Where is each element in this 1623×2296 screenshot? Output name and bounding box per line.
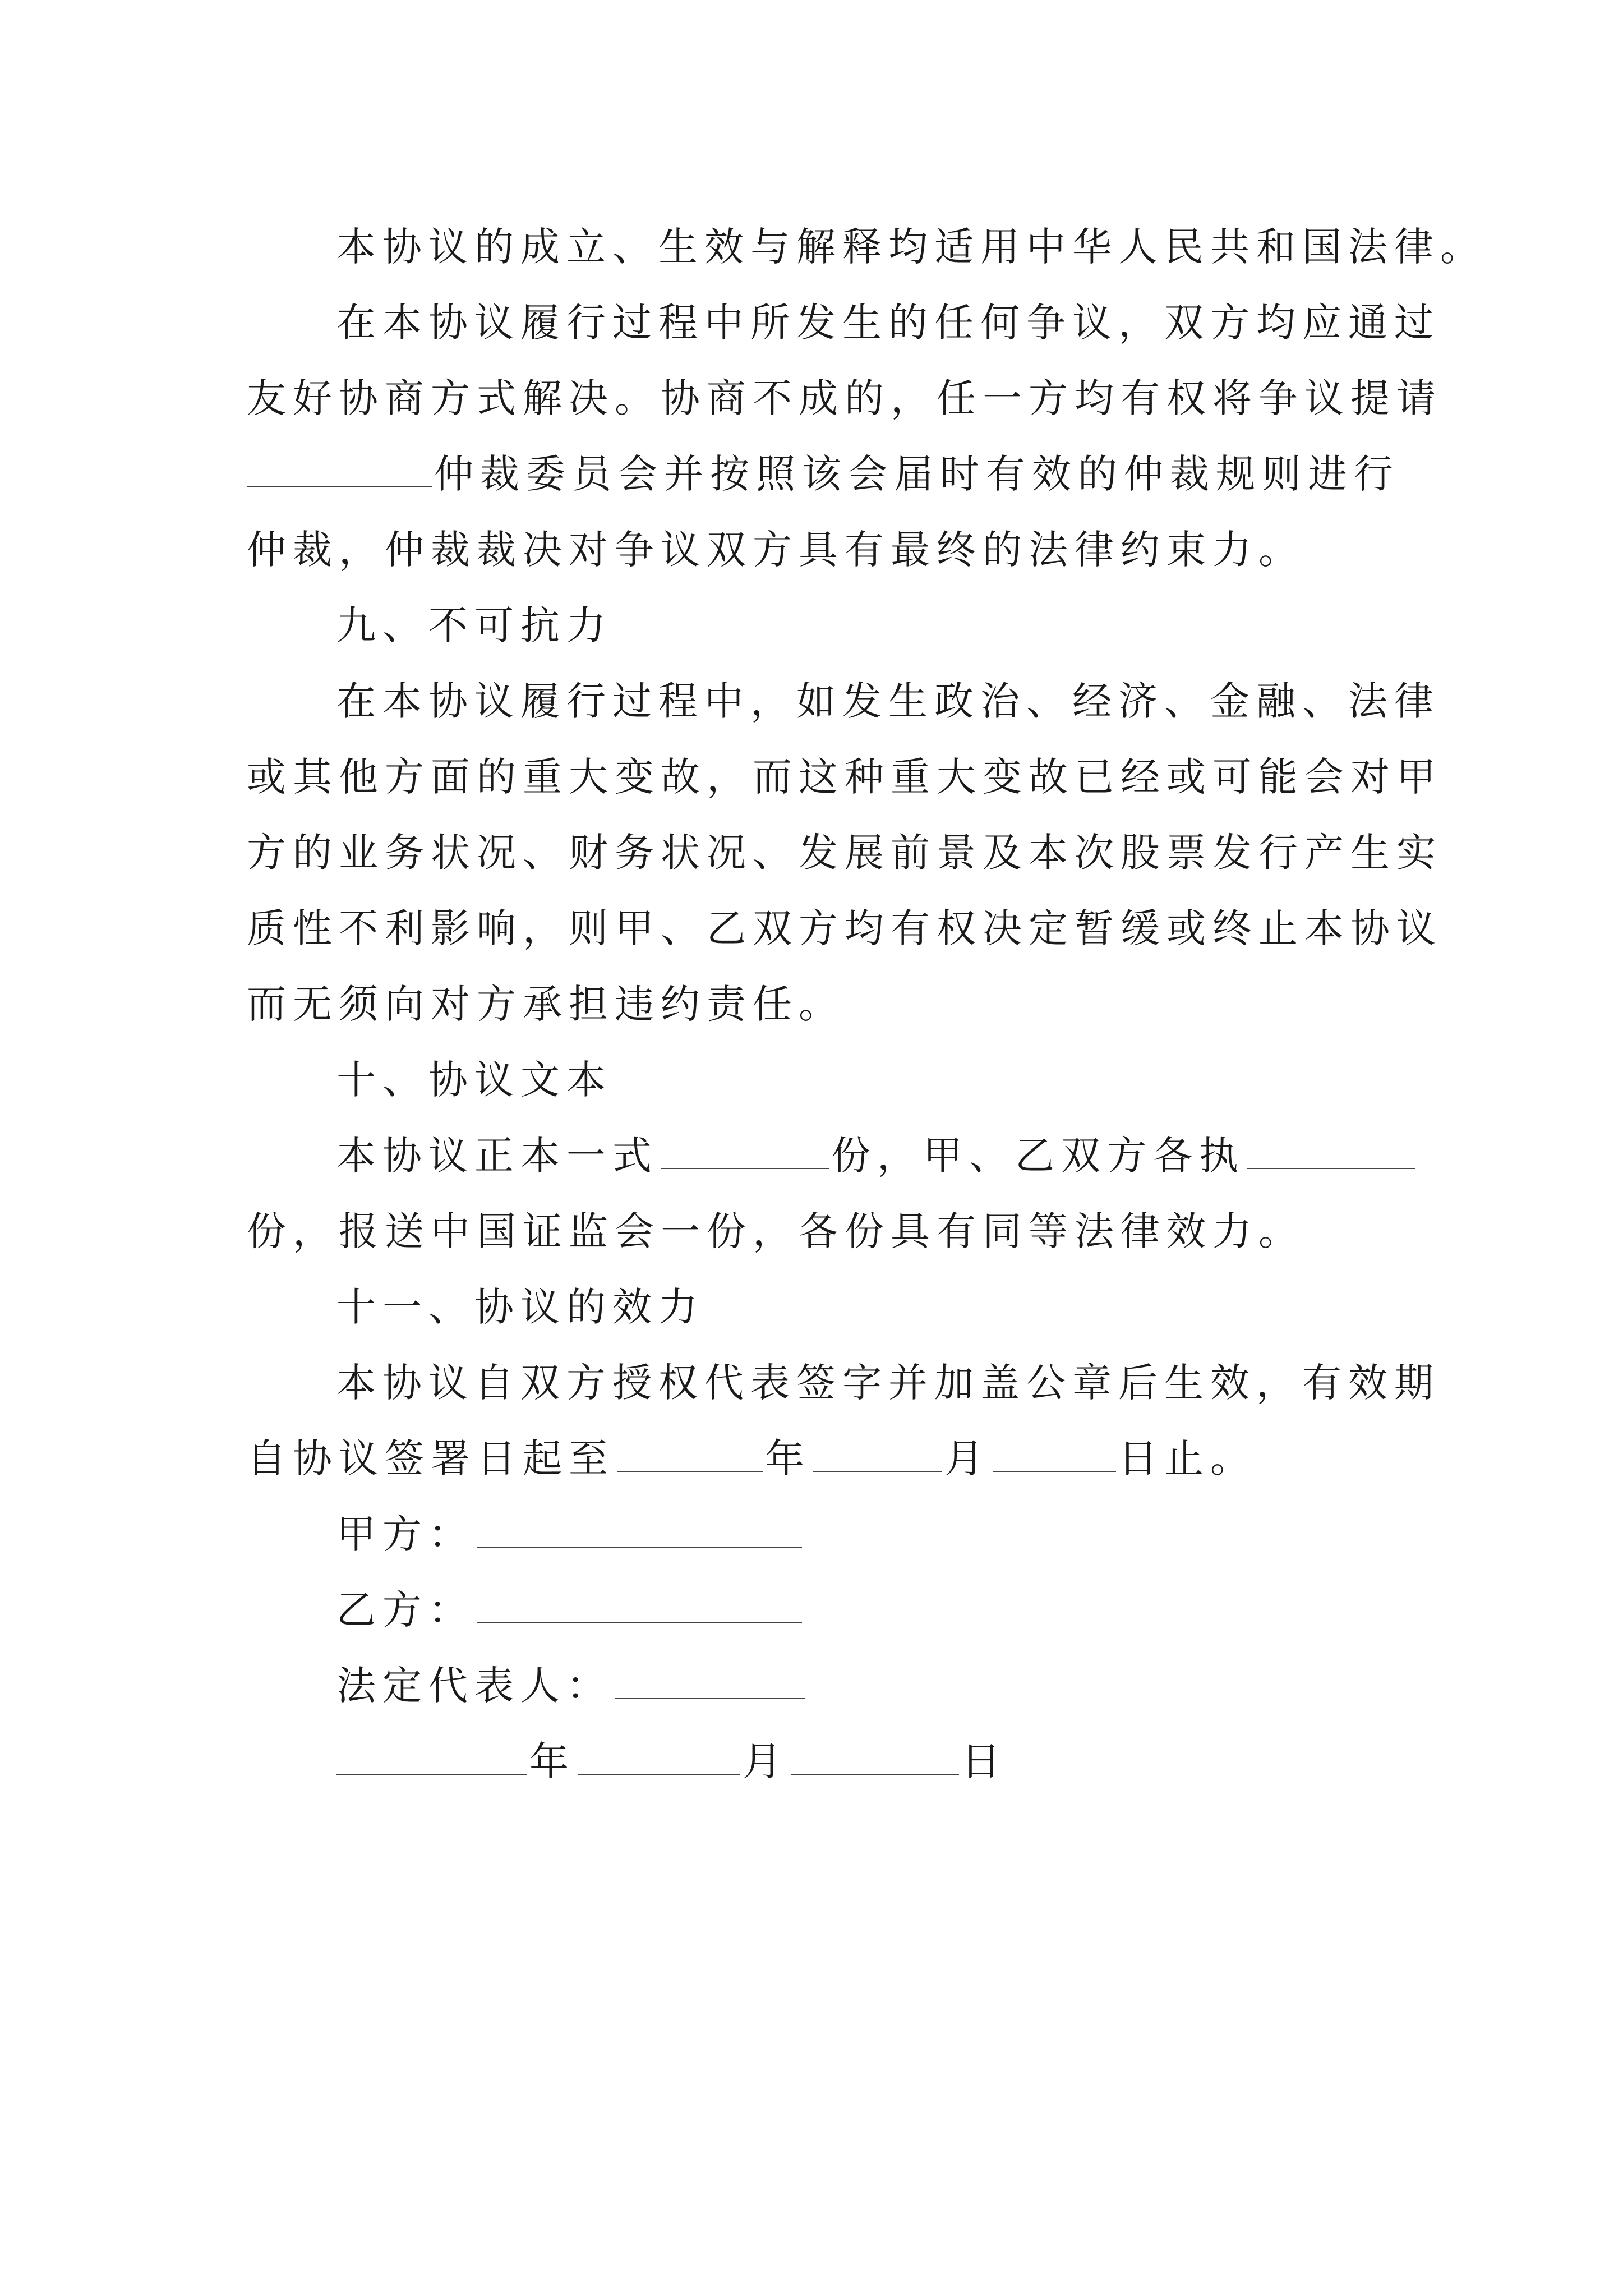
paragraph-governing-law: 本协议的成立、生效与解释均适用中华人民共和国法律。 <box>336 224 1486 270</box>
dispute-line-3-text: 仲裁委员会并按照该会届时有效的仲裁规则进行 <box>434 451 1400 497</box>
sign-day-blank <box>791 1739 959 1775</box>
paragraph-dispute-line-4: 仲裁，仲裁裁决对争议双方具有最终的法律约束力。 <box>247 527 1304 573</box>
arbitration-commission-blank <box>247 452 432 487</box>
effect-month-label: 月 <box>944 1435 990 1481</box>
party-b-blank <box>477 1588 802 1623</box>
party-a-label: 甲方： <box>336 1511 474 1557</box>
sign-month-label: 月 <box>743 1738 789 1784</box>
sign-year-label: 年 <box>529 1738 575 1784</box>
paragraph-copies-line-1 <box>336 1130 1418 1181</box>
paragraph-force-line-1: 在本协议履行过程中，如发生政治、经济、金融、法律 <box>336 678 1440 724</box>
effect-year-label: 年 <box>765 1435 811 1481</box>
paragraph-copies-line-2: 份，报送中国证监会一份，各份具有同等法律效力。 <box>247 1208 1304 1254</box>
section-heading-force-majeure: 九、不可抗力 <box>336 602 612 648</box>
effect-day-blank <box>993 1436 1116 1472</box>
copies-each-blank <box>1247 1133 1415 1169</box>
section-heading-agreement-text: 十、协议文本 <box>336 1057 612 1103</box>
signature-party-a <box>336 1509 804 1559</box>
paragraph-force-line-4: 质性不利影响，则甲、乙双方均有权决定暂缓或终止本协议 <box>247 905 1442 951</box>
paragraph-dispute-line-3 <box>247 449 1400 499</box>
signature-date <box>336 1736 1007 1787</box>
sign-year-blank <box>336 1739 527 1775</box>
effect-year-blank <box>617 1436 763 1472</box>
paragraph-dispute-line-2: 友好协商方式解决。协商不成的，任一方均有权将争议提请 <box>247 375 1442 421</box>
legal-rep-label: 法定代表人： <box>336 1663 612 1709</box>
signature-party-b <box>336 1585 804 1635</box>
sign-month-blank <box>578 1739 740 1775</box>
paragraph-effect-line-1: 本协议自双方授权代表签字并加盖公章后生效，有效期 <box>336 1360 1440 1406</box>
party-a-blank <box>477 1512 802 1548</box>
copies-count-blank <box>661 1133 829 1169</box>
paragraph-force-line-2: 或其他方面的重大变故，而这种重大变故已经或可能会对甲 <box>247 754 1442 800</box>
sign-day-label: 日 <box>961 1738 1007 1784</box>
signature-legal-representative <box>336 1660 808 1711</box>
effect-month-blank <box>813 1436 942 1472</box>
effect-text-part1: 自协议签署日起至 <box>247 1435 615 1481</box>
copies-text-part2: 份，甲、乙双方各执 <box>831 1133 1245 1179</box>
effect-end-label: 日止。 <box>1118 1435 1256 1481</box>
party-b-label: 乙方： <box>336 1587 474 1633</box>
paragraph-dispute-line-1: 在本协议履行过程中所发生的任何争议，双方均应通过 <box>336 300 1440 346</box>
paragraph-force-line-3: 方的业务状况、财务状况、发展前景及本次股票发行产生实 <box>247 830 1442 876</box>
paragraph-effect-line-2 <box>247 1433 1256 1484</box>
legal-rep-blank <box>615 1663 805 1699</box>
paragraph-force-line-5: 而无须向对方承担违约责任。 <box>247 981 845 1027</box>
section-heading-effectiveness: 十一、协议的效力 <box>336 1284 704 1330</box>
copies-text-part1: 本协议正本一式 <box>336 1133 658 1179</box>
